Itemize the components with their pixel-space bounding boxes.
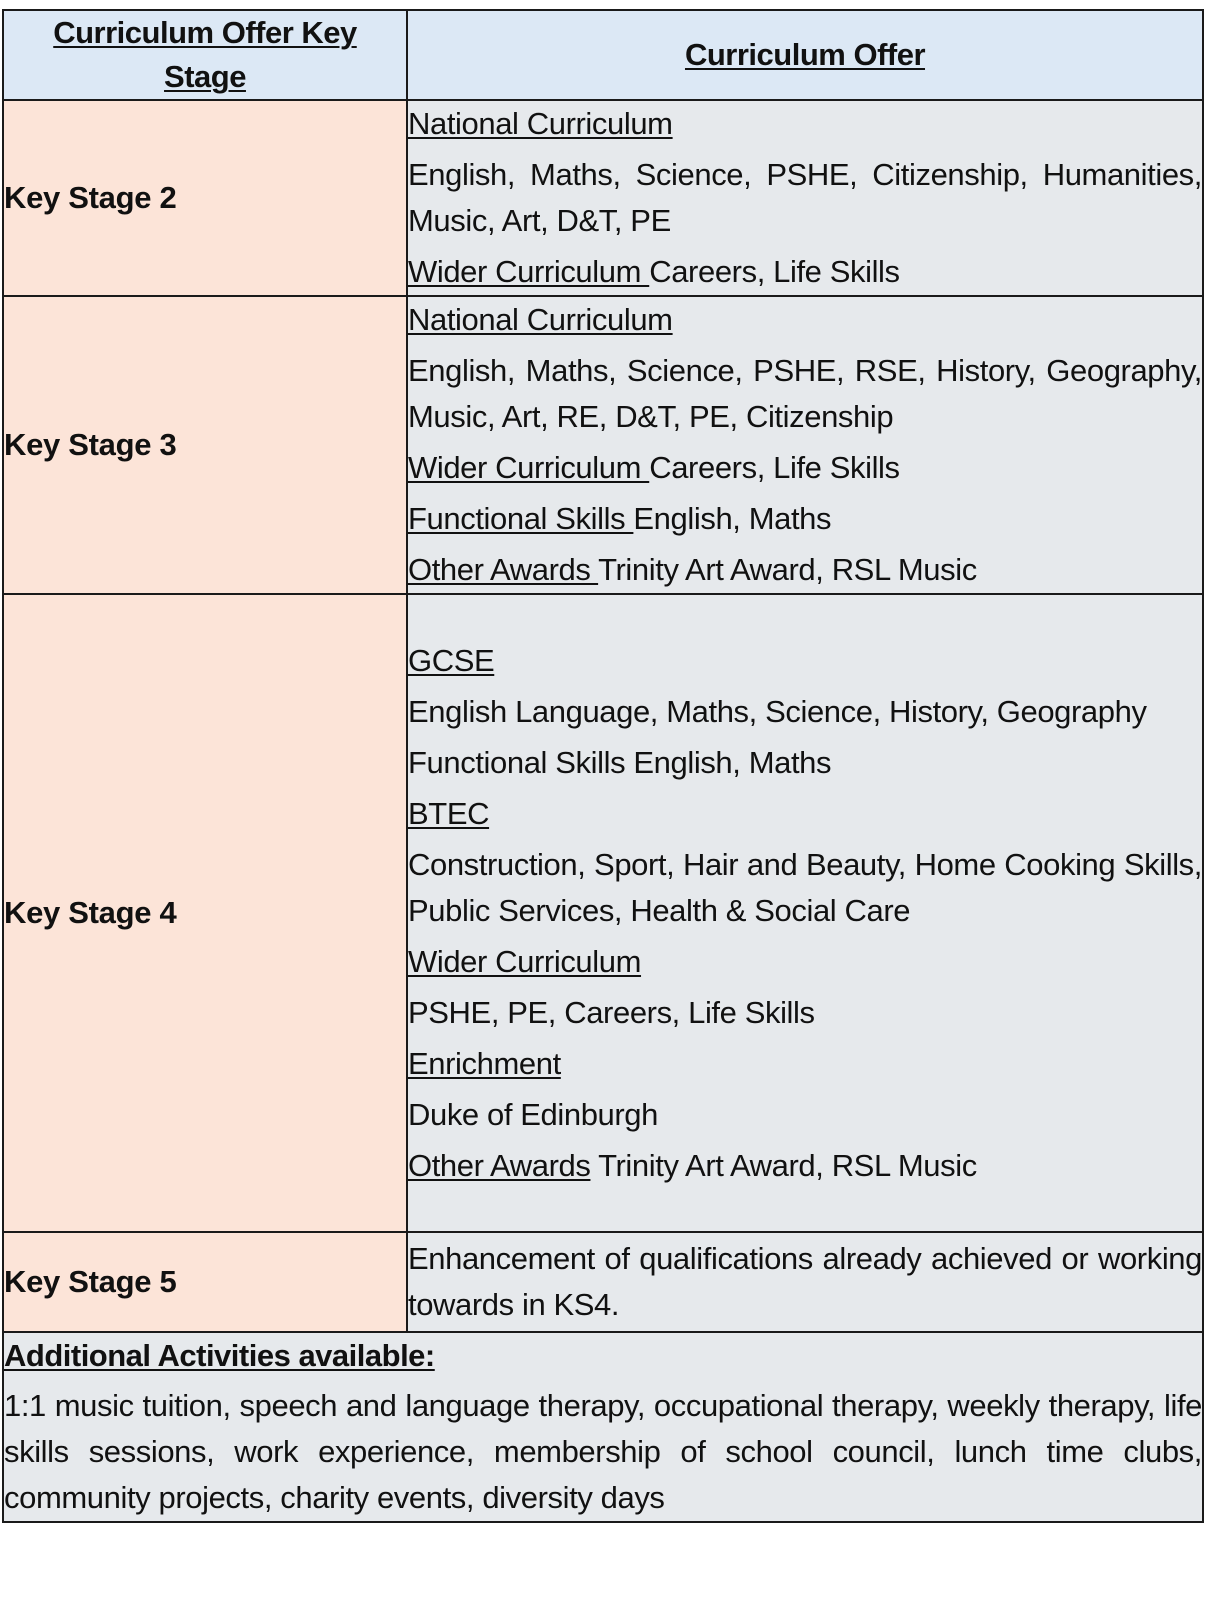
offer-cell bbox=[407, 100, 1203, 296]
offer-line bbox=[408, 638, 1202, 684]
subject-list: PSHE, PE, Careers, Life Skills bbox=[408, 994, 815, 1030]
offer-line bbox=[408, 842, 1202, 934]
section-heading: Wider Curriculum bbox=[408, 450, 650, 485]
section-heading: National Curriculum bbox=[408, 106, 673, 141]
additional-activities-row bbox=[3, 1332, 1203, 1522]
subject-list: Construction, Sport, Hair and Beauty, Home Cooking Skills, Public Services, Health & Social Care bbox=[408, 846, 1202, 928]
table-row bbox=[3, 100, 1203, 296]
section-heading: Enrichment bbox=[408, 1045, 561, 1081]
offer-line bbox=[408, 101, 1202, 147]
offer-line bbox=[408, 547, 1202, 593]
table-row bbox=[3, 296, 1203, 594]
stage-label: Key Stage 4 bbox=[3, 594, 407, 1232]
offer-line bbox=[408, 297, 1202, 343]
offer-line bbox=[408, 249, 1202, 295]
offer-cell bbox=[407, 1232, 1203, 1332]
additional-activities-title: Additional Activities available: bbox=[4, 1338, 435, 1373]
stage-label: Key Stage 5 bbox=[3, 1232, 407, 1332]
offer-line bbox=[408, 1092, 1202, 1138]
subject-list: English Language, Maths, Science, History, Geography bbox=[408, 693, 1147, 729]
section-heading: GCSE bbox=[408, 642, 495, 678]
offer-line bbox=[408, 791, 1202, 837]
offer-line bbox=[408, 1041, 1202, 1087]
subject-list: Functional Skills English, Maths bbox=[408, 744, 832, 780]
header-row bbox=[3, 10, 1203, 100]
offer-line bbox=[408, 1236, 1202, 1328]
offer-line bbox=[408, 939, 1202, 985]
subject-list: Duke of Edinburgh bbox=[408, 1096, 658, 1132]
offer-cell bbox=[407, 594, 1203, 1232]
stage-label: Key Stage 2 bbox=[3, 100, 407, 296]
subject-list: English, Maths, Science, PSHE, Citizenship, Humanities, Music, Art, D&T, PE bbox=[408, 157, 1202, 238]
section-heading: Other Awards bbox=[408, 1147, 591, 1183]
subject-list: English, Maths, Science, PSHE, RSE, History, Geography, Music, Art, RE, D&T, PE, Citizenship bbox=[408, 353, 1202, 434]
subject-list: Careers, Life Skills bbox=[649, 450, 900, 485]
offer-cell bbox=[407, 296, 1203, 594]
table-row bbox=[3, 594, 1203, 1232]
section-heading: Functional Skills bbox=[408, 501, 634, 536]
offer-line bbox=[408, 152, 1202, 244]
header-curriculum-offer: Curriculum Offer bbox=[407, 10, 1203, 100]
subject-list: Careers, Life Skills bbox=[649, 254, 900, 289]
offer-line bbox=[408, 689, 1202, 735]
table-row bbox=[3, 1232, 1203, 1332]
offer-line bbox=[408, 348, 1202, 440]
subject-list: Enhancement of qualifications already achieved or working towards in KS4. bbox=[408, 1241, 1202, 1322]
additional-activities-cell bbox=[3, 1332, 1203, 1522]
curriculum-table bbox=[2, 9, 1204, 1523]
offer-line bbox=[408, 1143, 1202, 1189]
stage-label: Key Stage 3 bbox=[3, 296, 407, 594]
subject-list: Trinity Art Award, RSL Music bbox=[590, 1147, 977, 1183]
offer-line bbox=[408, 445, 1202, 491]
section-heading: National Curriculum bbox=[408, 302, 673, 337]
offer-line bbox=[408, 990, 1202, 1036]
section-heading: BTEC bbox=[408, 795, 490, 831]
subject-list: Trinity Art Award, RSL Music bbox=[598, 552, 977, 587]
header-key-stage: Curriculum Offer Key Stage bbox=[3, 10, 407, 100]
subject-list: English, Maths bbox=[633, 501, 832, 536]
offer-line bbox=[408, 740, 1202, 786]
section-heading: Wider Curriculum bbox=[408, 254, 650, 289]
offer-line bbox=[408, 496, 1202, 542]
additional-activities-body: 1:1 music tuition, speech and language therapy, occupational therapy, weekly therapy, life skills sessions, work experience, membership of school council, lunch time clubs, community projects, charity events, diversity days bbox=[4, 1388, 1202, 1515]
section-heading: Other Awards bbox=[408, 552, 599, 587]
section-heading: Wider Curriculum bbox=[408, 943, 642, 979]
